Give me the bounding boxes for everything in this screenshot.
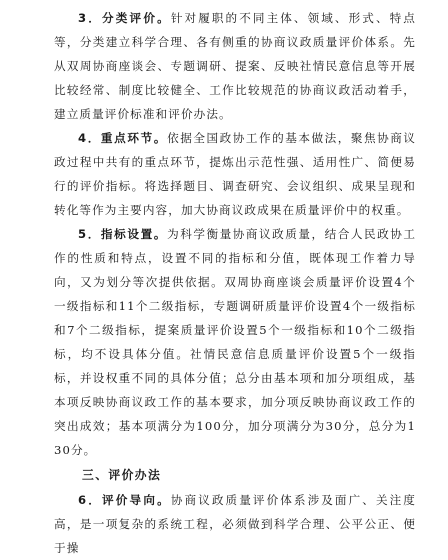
paragraph-body: 针对履职的不同主体、领域、形式、特点等，分类建立科学合理、各有侧重的协商议政质量评价体系。先从双周协商座谈会、专题调研、提案、反映社情民意信息等开展比较经常、制度比较健全、工作比较规范的协商议政活动着手，建立质量评价标准和评价办法。 — [54, 11, 416, 121]
paragraph-lead: 6．评价导向。 — [78, 493, 171, 507]
paragraph-lead: 5．指标设置。 — [78, 227, 168, 241]
paragraph-body: 协商议政质量评价体系涉及面广、关注度高，是一项复杂的系统工程，必须做到科学合理、公平公正、便于操 — [54, 493, 416, 555]
section-heading: 三、评价办法 — [82, 468, 162, 482]
paragraph-classified-evaluation — [54, 6, 416, 126]
paragraph-lead: 3．分类评价。 — [78, 11, 171, 25]
paragraph-body: 为科学衡量协商议政质量，结合人民政协工作的性质和特点，设置不同的指标和分值，既体现工作着力导向，又为划分等次提供依据。双周协商座谈会质量评价设置4个一级指标和11个二级指标，专题调研质量评价设置4个一级指标和7个二级指标，提案质量评价设置5个一级指标和10个二级指标，均不设具体分值。社情民意信息质量评价设置5个一级指标，并设权重不同的具体分值；总分由基本项和加分项组成，基本项反映协商议政工作的基本要求，加分项反映协商议政工作的突出成效；基本项满分为100分，加分项满分为30分，总分为130分。 — [54, 227, 417, 457]
paragraph-evaluation-orientation — [54, 488, 416, 560]
paragraph-body: 依据全国政协工作的基本做法，聚焦协商议政过程中共有的重点环节，提炼出示范性强、适用性广、简便易行的评价指标。将选择题目、调查研究、会议组织、成果呈现和转化等作为主要内容，加大协商议政成果在质量评价中的权重。 — [54, 131, 417, 217]
paragraph-lead: 4．重点环节。 — [78, 131, 168, 145]
paragraph-indicator-setting — [54, 222, 416, 462]
paragraph-key-links — [54, 126, 416, 222]
